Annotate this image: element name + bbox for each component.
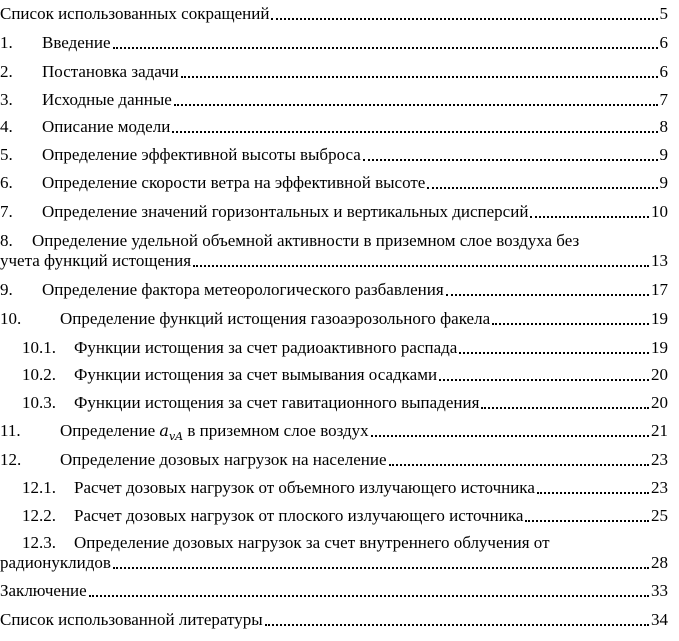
toc-entry-10-1[interactable] (0, 338, 668, 358)
toc-entry-number: 2. (0, 62, 13, 81)
dot-leader (265, 620, 649, 626)
toc-entry-page: 28 (651, 553, 668, 572)
toc-entry-page: 19 (651, 338, 668, 357)
toc-entry-page: 9 (659, 173, 668, 192)
toc-entry-12-1[interactable] (0, 478, 668, 498)
dot-leader (530, 212, 649, 218)
toc-entry-title: Список использованной литературы (0, 610, 263, 629)
toc-entry-12-3-first-line[interactable] (0, 533, 679, 553)
toc-entry-page: 23 (651, 478, 668, 497)
dot-leader (172, 127, 657, 133)
toc-entry-title: Описание модели (42, 117, 171, 136)
toc-entry-page: 9 (659, 145, 668, 164)
toc-entry-title-cont: радионуклидов (0, 553, 111, 572)
toc-entry-page: 21 (651, 421, 668, 440)
toc-entry-number: 9. (0, 280, 13, 299)
dot-leader (537, 488, 649, 494)
toc-entry-number: 4. (0, 117, 13, 136)
toc-entry-11[interactable] (0, 421, 668, 444)
toc-entry-6[interactable] (0, 173, 668, 193)
dot-leader (439, 375, 649, 381)
toc-entry-12-3[interactable] (0, 553, 668, 573)
dot-leader (193, 261, 649, 267)
toc-entry-title: Определение $a_{vA}$ в приземном слое воздух (60, 421, 369, 444)
toc-entry-10-2[interactable] (0, 365, 668, 385)
toc-entry-title: Введение (42, 33, 111, 52)
toc-entry-number: 1. (0, 33, 13, 52)
toc-entry-title: Функции истощения за счет гавитационного выпадения (74, 393, 480, 412)
dot-leader (89, 591, 649, 597)
toc-entry-8[interactable] (0, 251, 668, 271)
toc-entry-title: Заключение (0, 581, 87, 600)
toc-entry-title: Постановка задачи (42, 62, 179, 81)
dot-leader (481, 403, 649, 409)
toc-entry-12[interactable] (0, 450, 668, 470)
toc-entry-title: Определение удельной объемной активности в приземном слое воздуха без (32, 231, 580, 250)
toc-entry-page: 6 (659, 33, 668, 52)
dot-leader (271, 14, 657, 20)
dot-leader (525, 516, 649, 522)
toc-entry-4[interactable] (0, 117, 668, 137)
toc-entry-12-2[interactable] (0, 506, 668, 526)
toc-entry-title: Определение скорости ветра на эффективной высоте (42, 173, 426, 192)
toc-entry-number: 6. (0, 173, 13, 192)
toc-entry-page: 6 (659, 62, 668, 81)
dot-leader (113, 563, 649, 569)
dot-leader (446, 290, 649, 296)
toc-entry-3[interactable] (0, 90, 668, 110)
toc-entry-page: 19 (651, 309, 668, 328)
toc-entry-number: 7. (0, 202, 13, 221)
dot-leader (389, 460, 650, 466)
toc-entry-1[interactable] (0, 33, 668, 53)
toc-entry-abbreviations[interactable] (0, 4, 668, 24)
toc-entry-title: Расчет дозовых нагрузок от плоского излучающего источника (74, 506, 524, 525)
toc-entry-references[interactable] (0, 610, 668, 630)
toc-entry-page: 8 (659, 117, 668, 136)
toc-entry-page: 34 (651, 610, 668, 629)
toc-entry-page: 33 (651, 581, 668, 600)
toc-entry-title: Определение функций истощения газоаэрозольного факела (60, 309, 491, 328)
toc-entry-page: 10 (651, 202, 668, 221)
dot-leader (363, 155, 658, 161)
toc-entry-title: Исходные данные (42, 90, 172, 109)
toc-entry-title: Определение дозовых нагрузок на население (60, 450, 387, 469)
toc-entry-7[interactable] (0, 202, 668, 222)
toc-entry-title-cont: учета функций истощения (0, 251, 192, 270)
toc-entry-number: 12.2. (22, 506, 56, 525)
toc-entry-2[interactable] (0, 62, 668, 82)
formula-variable: $a_{vA}$ (159, 421, 184, 444)
toc-entry-10-3[interactable] (0, 393, 668, 413)
dot-leader (371, 431, 649, 437)
dot-leader (459, 348, 649, 354)
toc-entry-number: 11. (0, 421, 21, 440)
toc-entry-page: 7 (659, 90, 668, 109)
toc-entry-page: 20 (651, 393, 668, 412)
toc-entry-page: 23 (651, 450, 668, 469)
dot-leader (174, 100, 658, 106)
toc-entry-title: Функции истощения за счет вымывания осадками (74, 365, 438, 384)
toc-entry-8-first-line[interactable] (0, 231, 668, 251)
toc-entry-page: 20 (651, 365, 668, 384)
toc-entry-10[interactable] (0, 309, 668, 329)
toc-entry-title: Определение значений горизонтальных и вертикальных дисперсий (42, 202, 529, 221)
toc-entry-title: Функции истощения за счет радиоактивного распада (74, 338, 458, 357)
toc-entry-number: 10. (0, 309, 22, 328)
toc-entry-number: 12. (0, 450, 22, 469)
toc-entry-title: Определение фактора метеорологического разбавления (42, 280, 444, 299)
toc-entry-title: Расчет дозовых нагрузок от объемного излучающего источника (74, 478, 535, 497)
toc-entry-title: Определение дозовых нагрузок за счет внутреннего облучения от (74, 533, 550, 552)
toc-entry-number: 8. (0, 231, 13, 250)
toc-entry-number: 10.3. (22, 393, 56, 412)
toc-entry-page: 5 (659, 4, 668, 23)
dot-leader (113, 43, 658, 49)
dot-leader (492, 319, 649, 325)
toc-entry-number: 3. (0, 90, 13, 109)
toc-entry-number: 10.1. (22, 338, 56, 357)
toc-entry-number: 5. (0, 145, 13, 164)
dot-leader (181, 72, 658, 78)
toc-entry-number: 12.3. (22, 533, 56, 552)
dot-leader (427, 183, 657, 189)
toc-entry-page: 13 (651, 251, 668, 270)
toc-entry-number: 12.1. (22, 478, 56, 497)
toc-entry-conclusion[interactable] (0, 581, 668, 601)
toc-entry-5[interactable] (0, 145, 668, 165)
toc-entry-title: Определение эффективной высоты выброса (42, 145, 361, 164)
toc-entry-9[interactable] (0, 280, 668, 300)
toc-entry-page: 17 (651, 280, 668, 299)
toc-entry-title: Список использованных сокращений (0, 4, 270, 23)
toc-entry-number: 10.2. (22, 365, 56, 384)
toc-entry-page: 25 (651, 506, 668, 525)
